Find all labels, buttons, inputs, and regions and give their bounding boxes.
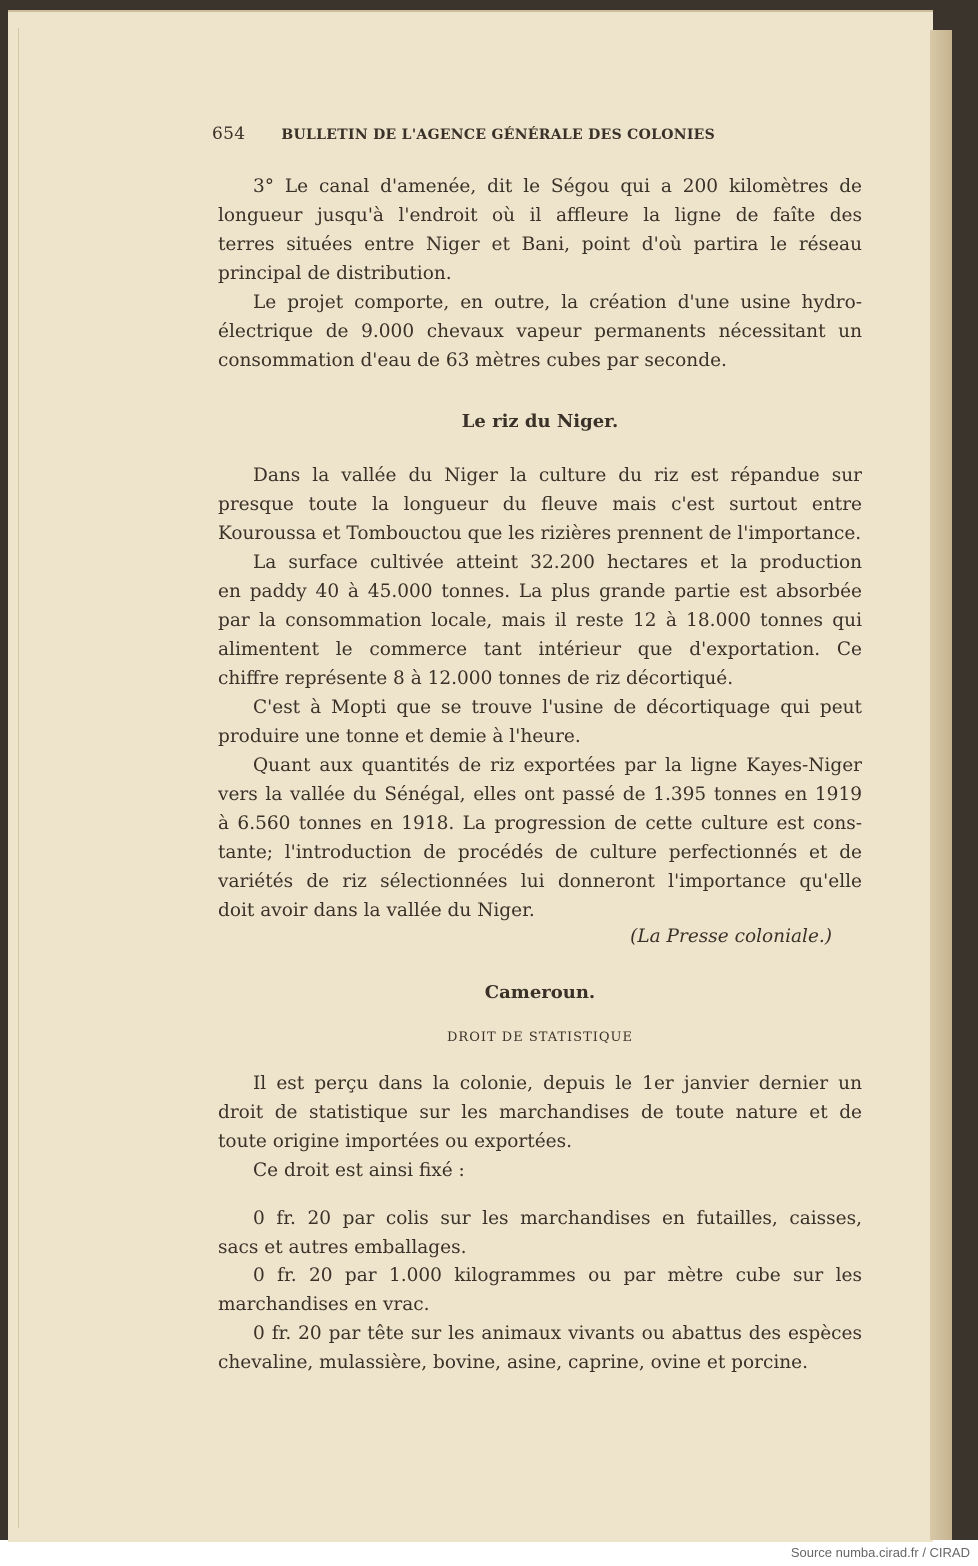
text-line: presque toute la longueur du fleuve mais c'est surtout entre (218, 494, 862, 515)
text-line: consommation d'eau de 63 mètres cubes par seconde. (218, 350, 727, 371)
paragraph (218, 751, 862, 925)
text-line: sacs et autres emballages. (218, 1237, 467, 1258)
citation: (La Presse coloniale.) (630, 926, 832, 947)
text-line: terres situées entre Niger et Bani, point d'où partira le réseau (218, 234, 862, 255)
section-heading: Cameroun. (484, 982, 596, 1003)
subheading: DROIT DE STATISTIQUE (446, 1030, 634, 1045)
paragraph (218, 1156, 862, 1185)
text-line: 3° Le canal d'amenée, dit le Ségou qui a 200 kilomètres de (253, 176, 862, 197)
text-line: 0 fr. 20 par tête sur les animaux vivants ou abattus des espèces (253, 1323, 862, 1344)
paragraph (218, 1261, 862, 1319)
text-line: chevaline, mulassière, bovine, asine, caprine, ovine et porcine. (218, 1352, 808, 1373)
text-line: tante; l'introduction de procédés de culture perfectionnés et de (218, 842, 862, 863)
text-line: par la consommation locale, mais il reste 12 à 18.000 tonnes qui (218, 610, 862, 631)
text-line: marchandises en vrac. (218, 1294, 430, 1315)
paragraph (218, 288, 862, 375)
text-line: alimentent le commerce tant intérieur que d'exportation. Ce (218, 639, 862, 660)
text-line: principal de distribution. (218, 263, 452, 284)
paragraph (218, 548, 862, 693)
paragraph (218, 461, 862, 548)
text-line: à 6.560 tonnes en 1918. La progression de cette culture est cons- (218, 813, 862, 834)
text-line: produire une tonne et demie à l'heure. (218, 726, 581, 747)
source-credit: Source numba.cirad.fr / CIRAD (790, 1545, 970, 1560)
text-line: Kouroussa et Tombouctou que les rizières prennent de l'importance. (218, 523, 862, 544)
paragraph (218, 1319, 862, 1377)
text-line: Il est perçu dans la colonie, depuis le 1er janvier dernier un (253, 1073, 862, 1094)
running-header (212, 124, 752, 144)
text-line: Dans la vallée du Niger la culture du riz est répandue sur (253, 465, 862, 486)
text-line: droit de statistique sur les marchandises de toute nature et de (218, 1102, 862, 1123)
page-edge (930, 30, 952, 1540)
text-line: C'est à Mopti que se trouve l'usine de décortiquage qui peut (253, 697, 862, 718)
running-title: BULLETIN DE L'AGENCE GÉNÉRALE DES COLONIES (281, 127, 716, 143)
text-line: Quant aux quantités de riz exportées par la ligne Kayes-Niger (253, 755, 862, 776)
text-line: 0 fr. 20 par colis sur les marchandises en futailles, caisses, (253, 1208, 862, 1229)
paragraph (218, 693, 862, 751)
text-line: électrique de 9.000 chevaux vapeur permanents nécessitant un (218, 321, 862, 342)
text-line: Le projet comporte, en outre, la création d'une usine hydro- (253, 292, 862, 313)
text-line: doit avoir dans la vallée du Niger. (218, 900, 535, 921)
text-line: La surface cultivée atteint 32.200 hectares et la production (253, 552, 862, 573)
text-line: 0 fr. 20 par 1.000 kilogrammes ou par mètre cube sur les (253, 1265, 862, 1286)
text-line: chiffre représente 8 à 12.000 tonnes de riz décortiqué. (218, 668, 734, 689)
text-line: Ce droit est ainsi fixé : (253, 1160, 465, 1181)
paragraph (218, 1069, 862, 1156)
text-line: toute origine importées ou exportées. (218, 1131, 572, 1152)
text-line: vers la vallée du Sénégal, elles ont passé de 1.395 tonnes en 1919 (218, 784, 862, 805)
page-fold-line (18, 28, 19, 1528)
text-line: variétés de riz sélectionnées lui donneront l'importance qu'elle (218, 871, 862, 892)
paragraph (218, 172, 862, 288)
text-line: en paddy 40 à 45.000 tonnes. La plus grande partie est absorbée (218, 581, 862, 602)
text-line: longueur jusqu'à l'endroit où il affleure la ligne de faîte des (218, 205, 862, 226)
paragraph (218, 1204, 862, 1262)
section-heading: Le riz du Niger. (461, 411, 619, 432)
page-number: 654 (212, 124, 246, 144)
